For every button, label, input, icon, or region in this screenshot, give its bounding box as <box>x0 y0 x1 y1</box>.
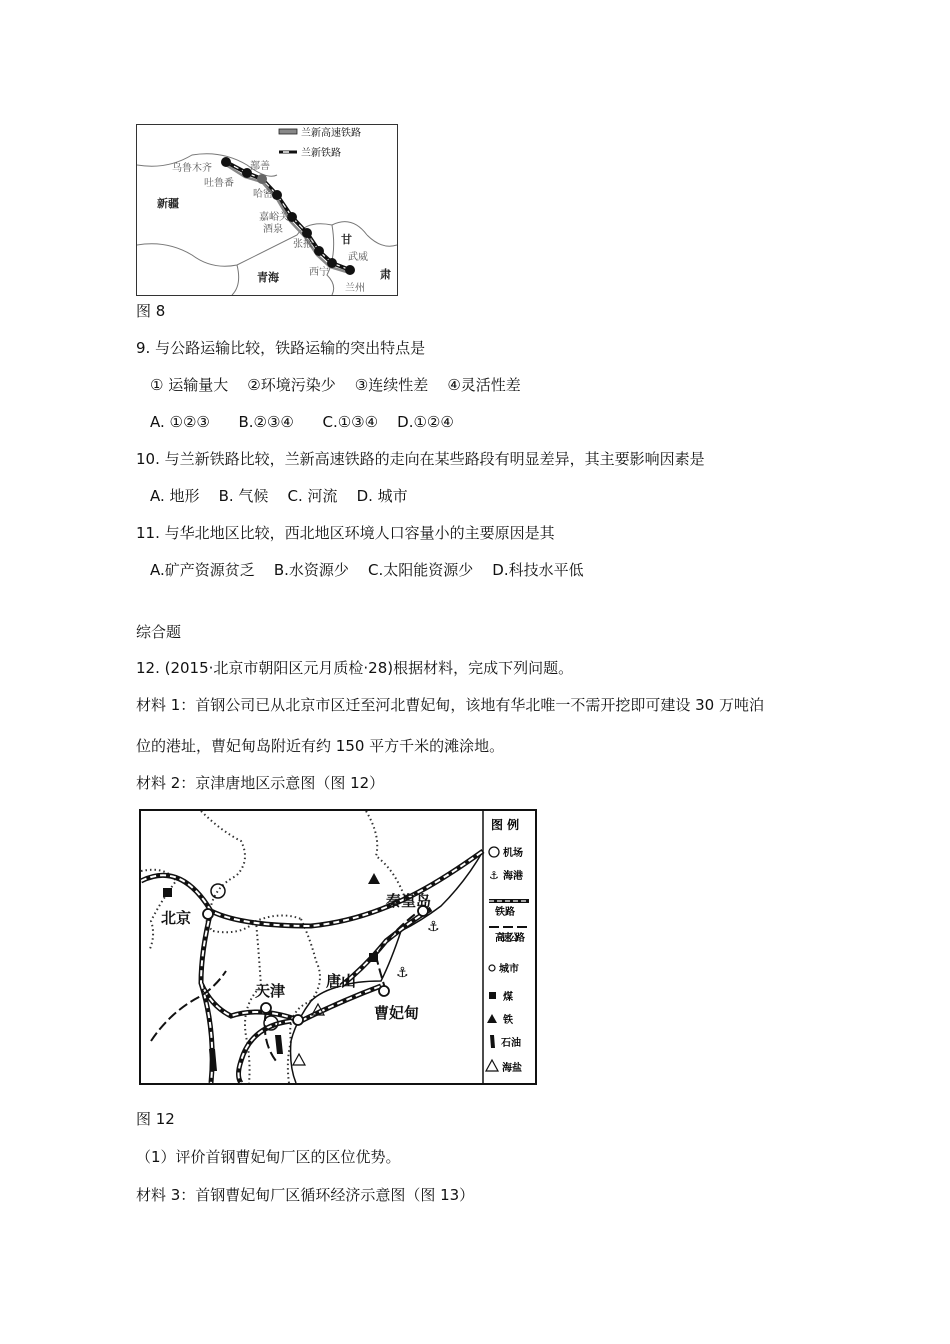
legend-oil: 石油 <box>501 1038 521 1049</box>
legend-salt: 海盐 <box>502 1063 522 1074</box>
city-jiuquan: 酒泉 <box>263 224 283 235</box>
q12-sub1: （1）评价首钢曹妃甸厂区的区位优势。 <box>136 1148 401 1166</box>
fig12-legend-title: 图 例 <box>491 818 520 832</box>
legend-railway-12: 铁路 <box>495 907 515 918</box>
city-urumqi: 乌鲁木齐 <box>172 163 212 174</box>
q12-material1-line1: 材料 1：首钢公司已从北京市区迁至河北曹妃甸，该地有华北唯一不需开挖即可建设 30 万吨泊 <box>136 696 764 714</box>
city-lanzhou: 兰州 <box>345 283 365 294</box>
q10-stem: 10. 与兰新铁路比较，兰新高速铁路的走向在某些路段有明显差异，其主要影响因素是 <box>136 450 705 468</box>
q9-items: ① 运输量大 ②环境污染少 ③连续性差 ④灵活性差 <box>150 376 521 394</box>
figure-12-caption: 图 12 <box>136 1110 175 1128</box>
city-beijing: 北京 <box>161 909 192 927</box>
q12-material2: 材料 2：京津唐地区示意图（图 12） <box>136 774 385 792</box>
svg-text:⚓: ⚓ <box>427 919 440 935</box>
city-turpan: 吐鲁番 <box>204 178 234 189</box>
city-tianjin: 天津 <box>255 982 286 1000</box>
figure-8-caption: 图 8 <box>136 302 166 320</box>
city-wuwei: 武威 <box>348 252 368 263</box>
q10-choices: A. 地形 B. 气候 C. 河流 D. 城市 <box>150 487 408 505</box>
region-gan: 甘 <box>341 233 352 246</box>
legend-airport: 机场 <box>503 848 523 859</box>
legend-railway: 兰新铁路 <box>301 148 341 159</box>
city-jiayuguan: 嘉峪关 <box>259 212 289 223</box>
q11-choices: A.矿产资源贫乏 B.水资源少 C.太阳能资源少 D.科技水平低 <box>150 561 584 579</box>
city-tangshan: 唐山 <box>326 972 357 990</box>
q9-choices: A. ①②③ B.②③④ C.①③④ D.①②④ <box>150 413 454 431</box>
legend-coal: 煤 <box>503 992 513 1003</box>
region-su: 肃 <box>380 268 391 281</box>
legend-high-speed: 兰新高速铁路 <box>301 128 361 139</box>
svg-text:⚓: ⚓ <box>489 869 499 882</box>
q11-stem: 11. 与华北地区比较，西北地区环境人口容量小的主要原因是其 <box>136 524 555 542</box>
svg-text:⚓: ⚓ <box>396 965 409 981</box>
figure-12-map <box>139 809 537 1085</box>
city-shanshan: 鄯善 <box>250 161 270 172</box>
region-qinghai: 青海 <box>257 271 279 284</box>
figure-8-map <box>136 124 398 296</box>
city-caofeidian: 曹妃甸 <box>374 1004 420 1022</box>
city-hami: 哈密 <box>253 189 273 200</box>
legend-highway: 高速公路 <box>495 933 525 944</box>
city-zhangye: 张掖 <box>293 239 313 250</box>
city-qinhuangdao: 秦皇岛 <box>386 892 432 910</box>
q9-stem: 9. 与公路运输比较，铁路运输的突出特点是 <box>136 339 426 357</box>
legend-city: 城市 <box>499 964 519 975</box>
legend-iron: 铁 <box>503 1015 513 1026</box>
legend-port: 海港 <box>503 871 523 882</box>
q12-material3: 材料 3：首钢曹妃甸厂区循环经济示意图（图 13） <box>136 1186 475 1204</box>
q12-material1-line2: 位的港址，曹妃甸岛附近有约 150 平方千米的滩涂地。 <box>136 737 505 755</box>
q12-stem: 12. (2015·北京市朝阳区元月质检·28)根据材料，完成下列问题。 <box>136 659 574 677</box>
section-title: 综合题 <box>136 623 182 641</box>
region-xinjiang: 新疆 <box>157 197 179 210</box>
city-xining: 西宁 <box>309 267 329 278</box>
